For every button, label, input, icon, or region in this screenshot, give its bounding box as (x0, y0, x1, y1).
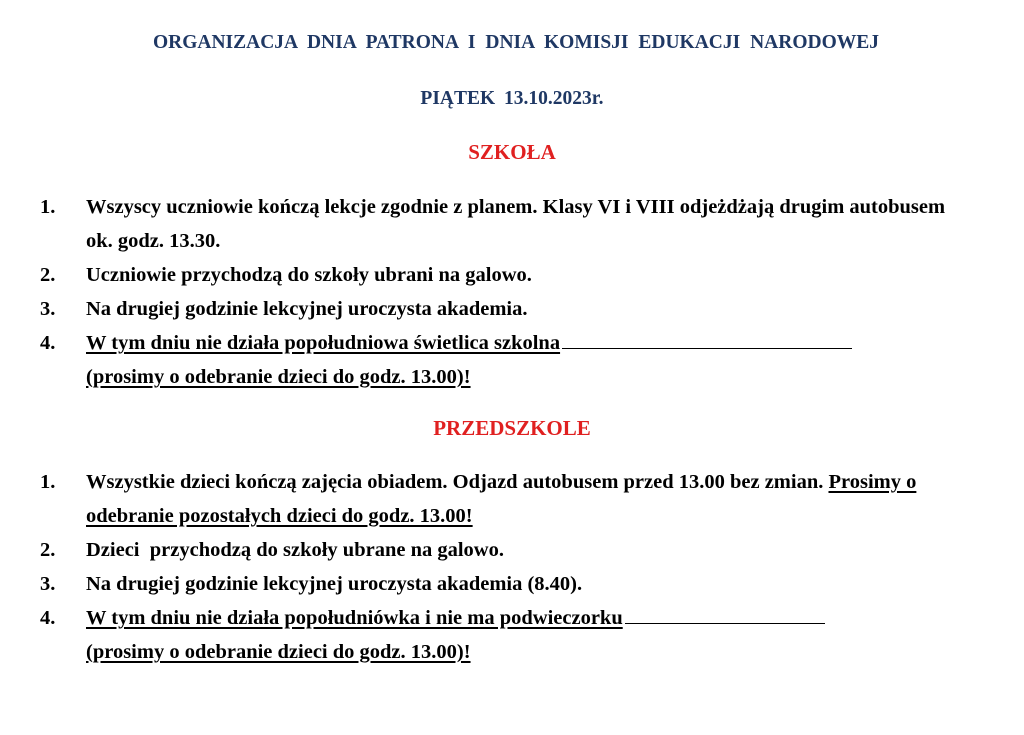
item-text-underlined: W tym dniu nie działa popołudniowa świetlica szkolna (86, 332, 561, 354)
item-text: Uczniowie przychodzą do szkoły ubrani na galowo. (86, 264, 532, 286)
list-item (40, 567, 970, 601)
szkola-list (40, 190, 970, 394)
section-heading-przedszkole: PRZEDSZKOLE (433, 416, 591, 440)
document-date: PIĄTEK 13.10.2023r. (420, 88, 604, 109)
item-text: Wszyscy uczniowie kończą lekcje zgodnie z planem. Klasy VI i VIII odjeżdżają drugim autobusem ok. godz. 13.30. (86, 196, 946, 252)
underline-filler (625, 622, 825, 624)
list-item (40, 465, 970, 533)
list-item (40, 190, 970, 258)
item-text-underlined: W tym dniu nie działa popołudniówka i nie ma podwieczorku (86, 607, 623, 629)
item-text-underlined: Prosimy o odebranie pozostałych dzieci do godz. 13.00! (86, 471, 917, 527)
list-item (40, 533, 970, 567)
item-number: 4. (40, 332, 56, 354)
item-number: 1. (40, 471, 56, 493)
item-number: 3. (40, 298, 56, 320)
list-item (40, 258, 970, 292)
document-title: ORGANIZACJA DNIA PATRONA I DNIA KOMISJI EDUKACJI NARODOWEJ (152, 32, 880, 53)
item-number: 2. (40, 539, 56, 561)
list-item (40, 326, 970, 394)
item-text-underlined: (prosimy o odebranie dzieci do godz. 13.00)! (86, 641, 471, 663)
section-heading-szkola: SZKOŁA (468, 140, 556, 164)
item-number: 3. (40, 573, 56, 595)
item-text: Dzieci przychodzą do szkoły ubrane na galowo. (86, 539, 504, 561)
underline-filler (562, 347, 852, 349)
item-text: Na drugiej godzinie lekcyjnej uroczysta akademia. (86, 298, 528, 320)
item-number: 2. (40, 264, 56, 286)
list-item (40, 292, 970, 326)
item-text: Na drugiej godzinie lekcyjnej uroczysta akademia (8.40). (86, 573, 583, 595)
item-text-underlined: (prosimy o odebranie dzieci do godz. 13.00)! (86, 366, 471, 388)
item-text: Wszystkie dzieci kończą zajęcia obiadem. Odjazd autobusem przed 13.00 bez zmian. (86, 471, 824, 493)
list-item (40, 601, 970, 669)
item-number: 4. (40, 607, 56, 629)
przedszkole-list (40, 465, 970, 669)
item-number: 1. (40, 196, 56, 218)
